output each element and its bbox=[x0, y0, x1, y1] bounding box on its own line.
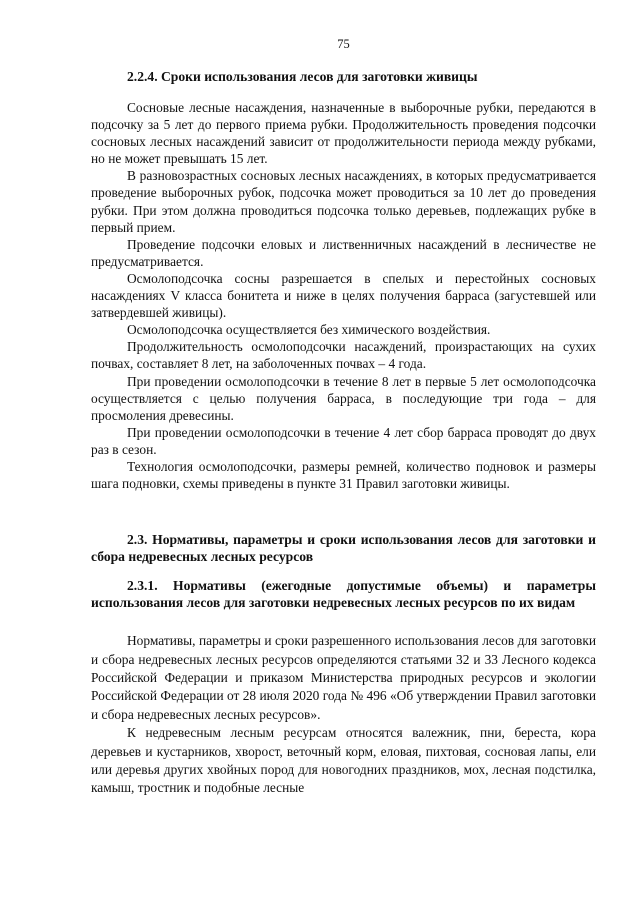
paragraph: К недревесным лесным ресурсам относятся валежник, пни, береста, кора деревьев и кустарников, хворост, веточный корм, еловая, пихтовая, сосновая лапы, ели или деревья других хвойных пород для новогодних праздников, мох, лесная подстилка, камыш, тростник и подобные лесные bbox=[91, 725, 596, 796]
paragraph: При проведении осмолоподсочки в течение 4 лет сбор барраса проводят до двух раз в сезон. bbox=[91, 424, 596, 457]
section-2-3-1-body bbox=[91, 632, 596, 798]
paragraph: Сосновые лесные насаждения, назначенные в выборочные рубки, передаются в подсочку за 5 лет до первого приема рубки. Продолжительность проведения подсочки сосновых лесных насаждений зависит от продолжительности периода между рубками, но не может превышать 15 лет. bbox=[91, 100, 596, 167]
paragraph: Нормативы, параметры и сроки разрешенного использования лесов для заготовки и сбора недревесных лесных ресурсов определяются статьями 32 и 33 Лесного кодекса Российской Федерации и приказом Министерства природных ресурсов и экологии Российской Федерации от 28 июля 2020 года № 496 «Об утверждении Правил заготовки и сбора недревесных лесных ресурсов». bbox=[91, 633, 596, 722]
paragraph: При проведении осмолоподсочки в течение 8 лет в первые 5 лет осмолоподсочка осуществляется с целью получения барраса, в последующие три года – для просмоления древесины. bbox=[91, 373, 596, 423]
paragraph: В разновозрастных сосновых лесных насаждениях, в которых предусматривается проведение выборочных рубок, подсочка может проводиться за 10 лет до проведения рубки. При этом должна проводиться подсочка только деревьев, подлежащих рубке в первый прием. bbox=[91, 168, 596, 235]
page-number: 75 bbox=[337, 37, 350, 51]
section-2-3-heading: 2.3. Нормативы, параметры и сроки использования лесов для заготовки и сбора недревесных лесных ресурсов bbox=[91, 532, 596, 565]
paragraph: Проведение подсочки еловых и лиственничных насаждений в лесничестве не предусматривается. bbox=[91, 236, 596, 269]
paragraph: Технология осмолоподсочки, размеры ремней, количество подновок и размеры шага подновки, схемы приведены в пункте 31 Правил заготовки живицы. bbox=[91, 458, 596, 492]
section-2-2-4-body bbox=[91, 99, 596, 492]
section-2-2-4-heading: 2.2.4. Сроки использования лесов для заготовки живицы bbox=[127, 69, 478, 84]
paragraph: Осмолоподсочка осуществляется без химического воздействия. bbox=[127, 322, 491, 338]
paragraph: Продолжительность осмолоподсочки насаждений, произрастающих на сухих почвах, составляет 8 лет, на заболоченных почвах – 4 года. bbox=[91, 339, 596, 372]
section-2-3-1-heading: 2.3.1. Нормативы (ежегодные допустимые объемы) и параметры использования лесов для заготовки недревесных лесных ресурсов по их видам bbox=[91, 578, 596, 611]
document-page bbox=[91, 36, 596, 798]
paragraph: Осмолоподсочка сосны разрешается в спелых и перестойных сосновых насаждениях V класса бонитета и ниже в целях получения барраса (загустевшей или затвердевшей живицы). bbox=[91, 270, 596, 321]
